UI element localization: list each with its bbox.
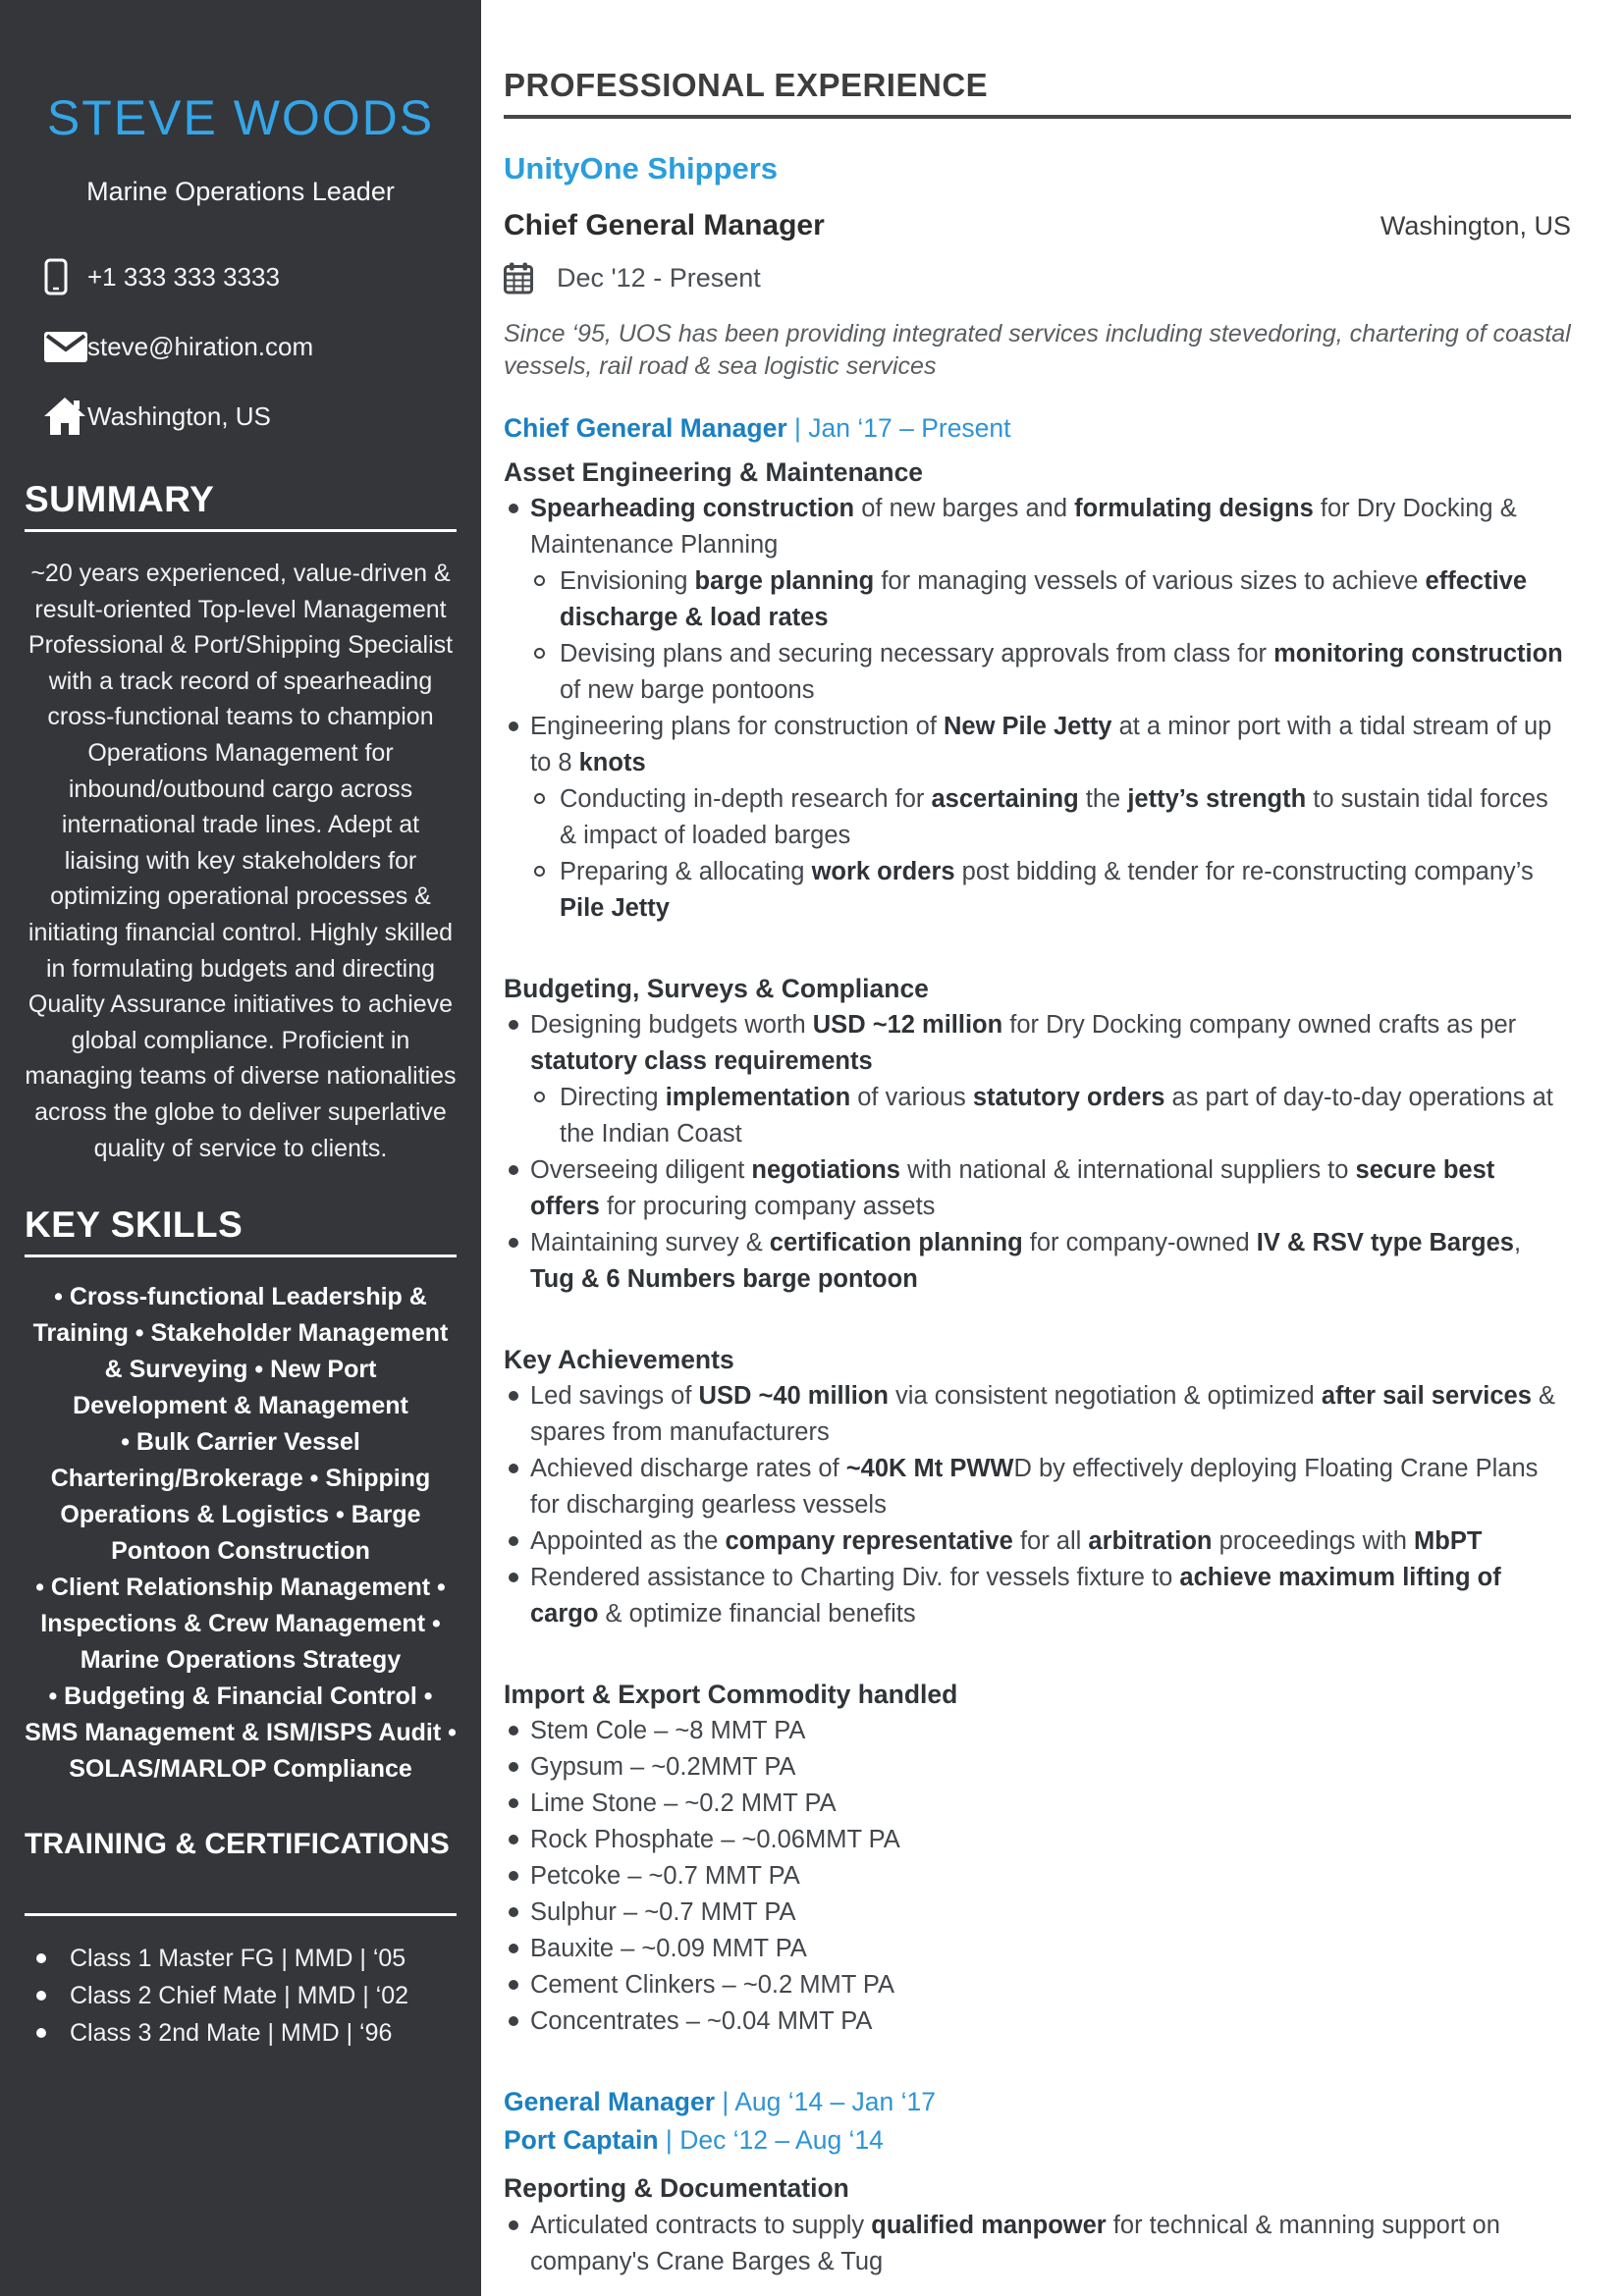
position-line (504, 2121, 1571, 2160)
subsection-heading: Reporting & Documentation (504, 2173, 849, 2203)
commodity-item: Gypsum – ~0.2MMT PA (504, 1749, 1571, 1786)
role-row (504, 209, 1571, 242)
key-skills-section (25, 1205, 457, 1788)
position-dates: Aug ‘14 – Jan ‘17 (734, 2087, 936, 2116)
summary-heading: SUMMARY (25, 480, 457, 532)
commodity-item: Sulphur – ~0.7 MMT PA (504, 1895, 1571, 1931)
position-dates: Dec ‘12 – Aug ‘14 (679, 2125, 884, 2155)
bullet-item: Articulated contracts to supply qualified manpower for technical & manning support on company's Crane Barges & Tug (504, 2208, 1571, 2280)
bullet-item: Achieved discharge rates of ~40K Mt PWWD by effectively deploying Floating Crane Plans for discharging gearless vessels (504, 1451, 1571, 1523)
bullet-list (504, 2208, 1571, 2280)
sub-bullet-item: Conducting in-depth research for ascertaining the jetty’s strength to sustain tidal forces & impact of loaded barges (504, 781, 1571, 854)
certification-item: Class 3 2nd Mate | MMD | ‘96 (34, 2014, 457, 2052)
certification-list (25, 1940, 457, 2052)
certification-item: Class 2 Chief Mate | MMD | ‘02 (34, 1977, 457, 2014)
skill-group: • Cross-functional Leadership & Training • Stakeholder Management & Surveying • New Port Development & Management (32, 1283, 449, 1420)
position-title: Chief General Manager (504, 413, 787, 443)
summary-section (25, 480, 457, 1166)
commodity-item: Cement Clinkers – ~0.2 MMT PA (504, 1967, 1571, 2003)
sub-bullet-item: Envisioning barge planning for managing vessels of various sizes to achieve effective discharge & load rates (504, 563, 1571, 636)
email-address: steve@hiration.com (87, 331, 314, 361)
bullet-item: Appointed as the company representative for all arbitration proceedings with MbPT (504, 1523, 1571, 1560)
commodity-item: Petcoke – ~0.7 MMT PA (504, 1858, 1571, 1895)
position-separator: | (722, 2087, 730, 2116)
home-icon (44, 398, 87, 435)
calendar-icon (504, 262, 533, 294)
commodity-item: Bauxite – ~0.09 MMT PA (504, 1931, 1571, 1967)
bullet-list (504, 1378, 1571, 1632)
key-skills-heading: KEY SKILLS (25, 1205, 457, 1257)
position-line (504, 412, 1571, 445)
bullet-item: Led savings of USD ~40 million via consistent negotiation & optimized after sail services & spares from manufacturers (504, 1378, 1571, 1451)
sub-bullet-item: Preparing & allocating work orders post bidding & tender for re-constructing company’s Pile Jetty (504, 854, 1571, 927)
training-section (25, 1825, 457, 2052)
position-line (504, 2083, 1571, 2121)
bullet-item: Maintaining survey & certification planning for company-owned IV & RSV type Barges, Tug & 6 Numbers barge pontoon (504, 1225, 1571, 1298)
candidate-title: Marine Operations Leader (86, 177, 395, 206)
skill-group: • Bulk Carrier Vessel Chartering/Brokerage • Shipping Operations & Logistics • Barge Pontoon Construction (50, 1428, 431, 1566)
contact-email-row (44, 328, 457, 365)
previous-positions (504, 2083, 1571, 2280)
bullet-item: Overseeing diligent negotiations with national & international suppliers to secure best offers for procuring company assets (504, 1152, 1571, 1225)
sub-bullet-item: Directing implementation of various statutory orders as part of day-to-day operations at the Indian Coast (504, 1080, 1571, 1152)
subsection-heading: Import & Export Commodity handled (504, 1680, 958, 1709)
certification-item: Class 1 Master FG | MMD | ‘05 (34, 1940, 457, 1977)
experience-heading: PROFESSIONAL EXPERIENCE (504, 68, 1571, 119)
location-text: Washington, US (87, 400, 271, 431)
contact-phone-row (44, 258, 457, 295)
job-title: Chief General Manager (504, 209, 825, 241)
subsection-heading: Key Achievements (504, 1345, 734, 1374)
position-title: General Manager (504, 2087, 716, 2116)
contact-location-row (44, 398, 457, 435)
skill-group: • Budgeting & Financial Control • SMS Management & ISM/ISPS Audit • SOLAS/MARLOP Compliance (25, 1682, 457, 1784)
position-title: Port Captain (504, 2125, 659, 2155)
job-location: Washington, US (1380, 211, 1571, 240)
sub-bullet-item: Devising plans and securing necessary approvals from class for monitoring construction of new barge pontoons (504, 636, 1571, 709)
commodity-item: Rock Phosphate – ~0.06MMT PA (504, 1822, 1571, 1858)
date-row (504, 262, 1571, 294)
bullet-item: Rendered assistance to Charting Div. for vessels fixture to achieve maximum lifting of cargo & optimize financial benefits (504, 1560, 1571, 1632)
position-separator: | (665, 2125, 673, 2155)
key-skills-list (25, 1279, 457, 1788)
sidebar (0, 0, 481, 2296)
skill-group: • Client Relationship Management • Inspections & Crew Management • Marine Operations Strategy (35, 1574, 446, 1675)
commodity-item: Lime Stone – ~0.2 MMT PA (504, 1786, 1571, 1822)
commodity-item: Concentrates – ~0.04 MMT PA (504, 2003, 1571, 2040)
bullet-item: Spearheading construction of new barges and formulating designs for Dry Docking & Maintenance Planning (504, 491, 1571, 563)
contact-block (25, 258, 457, 435)
phone-number: +1 333 333 3333 (87, 261, 280, 292)
email-icon (44, 332, 87, 362)
phone-icon (44, 258, 87, 295)
training-heading: TRAINING & CERTIFICATIONS (25, 1825, 457, 1916)
commodity-item: Stem Cole – ~8 MMT PA (504, 1713, 1571, 1749)
position-dates: Jan ‘17 – Present (808, 413, 1011, 443)
bullet-item: Engineering plans for construction of New Pile Jetty at a minor port with a tidal stream of up to 8 knots (504, 709, 1571, 781)
subsection-heading: Budgeting, Surveys & Compliance (504, 974, 929, 1003)
company-name: UnityOne Shippers (504, 151, 779, 186)
employment-dates: Dec '12 - Present (557, 263, 761, 293)
candidate-name: STEVE WOODS (46, 90, 435, 145)
experience-column (481, 0, 1623, 2280)
commodity-list (504, 1713, 1571, 2040)
bullet-list (504, 491, 1571, 927)
bullet-list (504, 1007, 1571, 1298)
position-separator: | (794, 413, 801, 443)
subsection-heading: Asset Engineering & Maintenance (504, 457, 924, 487)
company-description: Since ‘95, UOS has been providing integrated services including stevedoring, chartering of coastal vessels, rail road & sea logistic services (504, 320, 1571, 380)
summary-text: ~20 years experienced, value-driven & result-oriented Top-level Management Professional & Port/Shipping Specialist with a track record of spearheading cross-functional teams to champion Operations Management for inbound/outbound cargo across international trade lines. Adept at liaising with key stakeholders for optimizing operational processes & initiating financial control. Highly skilled in formulating budgets and directing Quality Assurance initiatives to achieve global compliance. Proficient in managing teams of diverse nationalities across the globe to deliver superlative quality of service to clients. (25, 560, 457, 1162)
bullet-item: Designing budgets worth USD ~12 million for Dry Docking company owned crafts as per statutory class requirements (504, 1007, 1571, 1080)
